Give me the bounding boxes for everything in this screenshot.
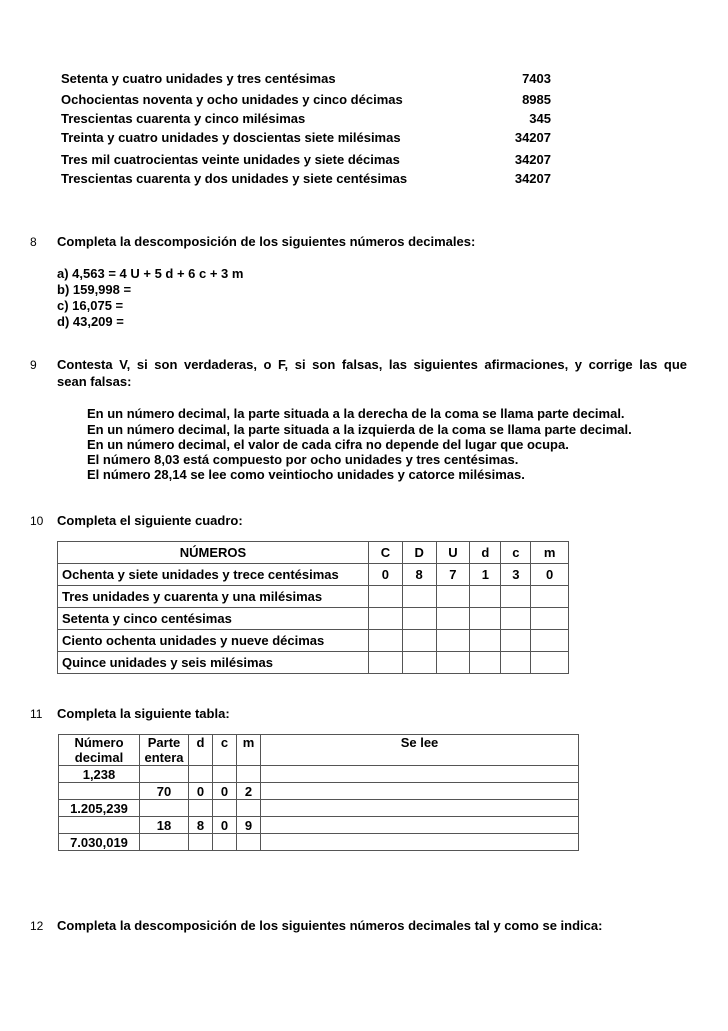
list-item: Trescientas cuarenta y dos unidades y siete centésimas 34207 (61, 171, 551, 186)
question-number: 10 (30, 514, 44, 528)
header-numeros: NÚMEROS (58, 542, 369, 564)
question-text: Completa el siguiente cuadro: (57, 513, 243, 528)
question-text: Contesta V, si son verdaderas, o F, si son falsas, las siguientes afirmaciones, y corrige las que (57, 357, 687, 372)
header-numero-decimal: Número decimal (59, 735, 140, 766)
question-text: Completa la descomposición de los siguientes números decimales tal y como se indica: (57, 918, 603, 933)
table-row: 7.030,019 (59, 834, 579, 851)
question-number: 12 (30, 919, 44, 933)
question-number: 11 (30, 707, 43, 721)
header-d: d (470, 542, 501, 564)
table-row: 70 0 0 2 (59, 783, 579, 800)
list-item: Tres mil cuatrocientas veinte unidades y siete décimas 34207 (61, 152, 551, 167)
decomposition-item: b) 159,998 = (57, 282, 132, 297)
question-text-continued: sean falsas: (57, 374, 132, 389)
decomposition-item: d) 43,209 = (57, 314, 124, 329)
list-item: Trescientas cuarenta y cinco milésimas 345 (61, 111, 551, 126)
decomposition-item: a) 4,563 = 4 U + 5 d + 6 c + 3 m (57, 266, 244, 281)
header-c: c (501, 542, 531, 564)
question-number: 9 (30, 358, 37, 372)
list-item: Setenta y cuatro unidades y tres centésimas 7403 (61, 71, 551, 86)
question-text: Completa la siguiente tabla: (57, 706, 230, 721)
statement: En un número decimal, el valor de cada cifra no depende del lugar que ocupa. (87, 437, 569, 452)
list-item: Treinta y cuatro unidades y doscientas siete milésimas 34207 (61, 130, 551, 145)
statement: En un número decimal, la parte situada a la izquierda de la coma se llama parte decimal. (87, 422, 632, 437)
statement: El número 8,03 está compuesto por ocho unidades y tres centésimas. (87, 452, 519, 467)
table-row: Ochenta y siete unidades y trece centésimas 0 8 7 1 3 0 (58, 564, 569, 586)
header-d: d (189, 735, 213, 766)
table-header-row (59, 735, 579, 766)
list-item: Ochocientas noventa y ocho unidades y cinco décimas 8985 (61, 92, 551, 107)
decomposition-item: c) 16,075 = (57, 298, 124, 313)
decimal-table (58, 734, 579, 851)
table-row: Tres unidades y cuarenta y una milésimas (58, 586, 569, 608)
table-row: 18 8 0 9 (59, 817, 579, 834)
header-parte-entera: Parte entera (140, 735, 189, 766)
table-row: 1.205,239 (59, 800, 579, 817)
table-row: Quince unidades y seis milésimas (58, 652, 569, 674)
header-D: D (402, 542, 436, 564)
table-row: Ciento ochenta unidades y nueve décimas (58, 630, 569, 652)
header-se-lee: Se lee (261, 735, 579, 766)
header-m: m (531, 542, 569, 564)
header-m: m (237, 735, 261, 766)
header-c: c (213, 735, 237, 766)
table-row: 1,238 (59, 766, 579, 783)
question-text: Completa la descomposición de los siguientes números decimales: (57, 234, 476, 249)
header-C: C (369, 542, 403, 564)
statement: El número 28,14 se lee como veintiocho unidades y catorce milésimas. (87, 467, 525, 482)
place-value-table (57, 541, 569, 674)
table-header-row (58, 542, 569, 564)
header-U: U (436, 542, 470, 564)
table-row: Setenta y cinco centésimas (58, 608, 569, 630)
question-number: 8 (30, 235, 37, 249)
statement: En un número decimal, la parte situada a la derecha de la coma se llama parte decimal. (87, 406, 625, 421)
